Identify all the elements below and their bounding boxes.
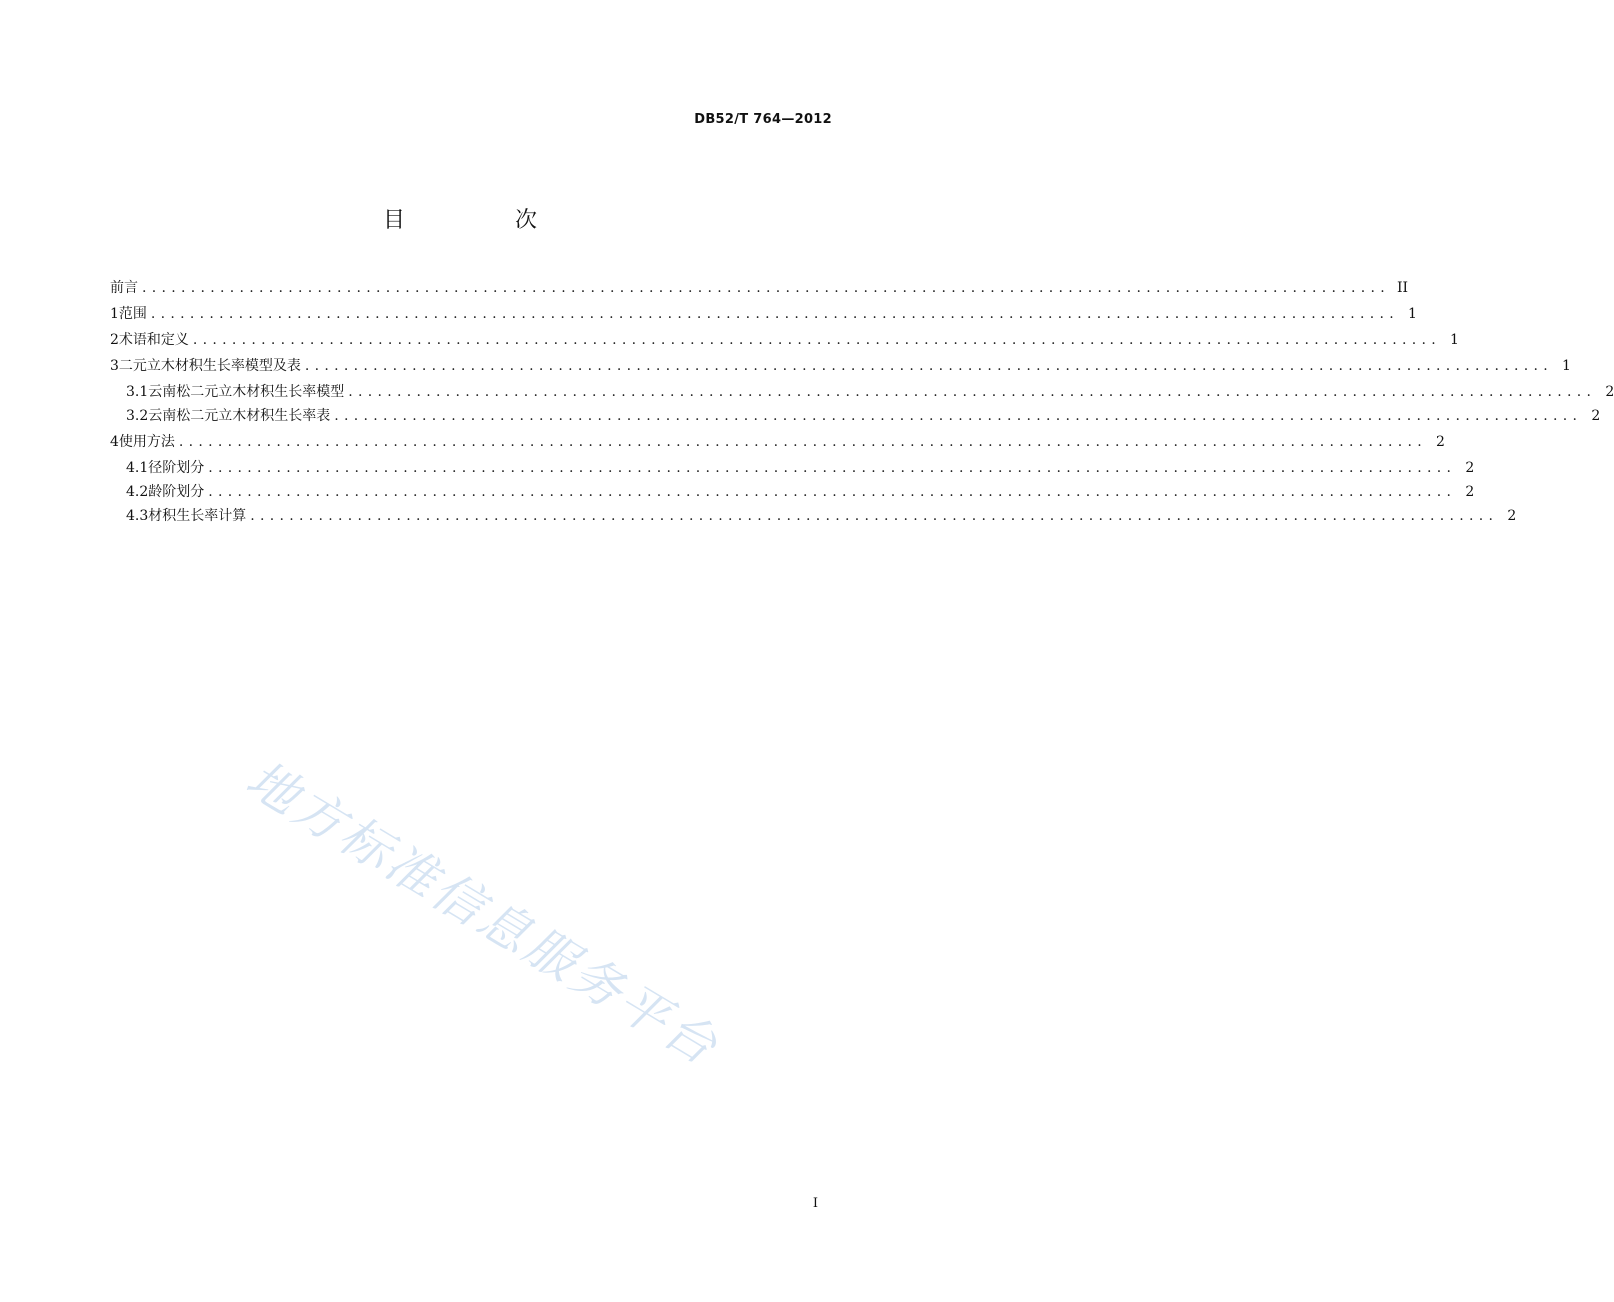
toc-entry-usage[interactable]	[110, 432, 1445, 458]
toc-leader-dots: ................................................................................................................................	[208, 484, 1457, 500]
toc-entry-page: 2	[1465, 460, 1475, 476]
toc-entry-number: 4	[110, 434, 119, 450]
toc-entry-number: 2	[110, 332, 119, 348]
toc-entry-number: 3	[110, 358, 119, 374]
toc-entry-usage-4-2[interactable]	[110, 482, 1475, 506]
toc-entry-terms[interactable]	[110, 330, 1459, 356]
page-number: I	[812, 1196, 818, 1211]
toc-entry-page: 1	[1562, 358, 1571, 374]
watermark: 地方标准信息服务平台	[236, 749, 730, 1078]
toc-entry-text: 材积生长率计算	[148, 508, 247, 524]
toc-entry-text: 龄阶划分	[148, 484, 205, 500]
toc-entry-text: 前言	[110, 280, 138, 296]
toc-title: 目 次	[382, 208, 581, 233]
toc-entry-page: 2	[1507, 508, 1517, 524]
toc-entry-foreword[interactable]	[110, 278, 1409, 304]
toc-entry-number: 1	[110, 306, 119, 322]
table-of-contents	[110, 278, 1614, 530]
toc-leader-dots: ................................................................................................................................	[334, 408, 1583, 424]
toc-entry-number: 4.2	[126, 484, 149, 500]
toc-leader-dots: ................................................................................................................................	[250, 508, 1499, 524]
document-code: DB52/T 764—2012	[694, 112, 832, 127]
toc-entry-scope[interactable]	[110, 304, 1417, 330]
toc-entry-page: 2	[1591, 408, 1601, 424]
toc-leader-dots: ................................................................................................................................	[178, 434, 1427, 450]
toc-entry-number: 4.3	[126, 508, 149, 524]
toc-leader-dots: ................................................................................................................................	[348, 384, 1597, 400]
toc-entry-table-3-2[interactable]	[110, 406, 1601, 432]
toc-leader-dots: ................................................................................................................................	[150, 306, 1399, 322]
toc-entry-text: 云南松二元立木材积生长率模型	[148, 384, 345, 400]
toc-entry-text: 范围	[118, 306, 147, 322]
toc-leader-dots: ................................................................................................................................	[192, 332, 1441, 348]
toc-leader-dots: ................................................................................................................................	[208, 460, 1457, 476]
toc-entry-page: 2	[1465, 484, 1475, 500]
toc-entry-model-3-1[interactable]	[110, 382, 1614, 406]
toc-entry-page: II	[1396, 280, 1409, 296]
toc-entry-text: 径阶划分	[148, 460, 205, 476]
toc-entry-models[interactable]	[110, 356, 1571, 382]
toc-entry-text: 云南松二元立木材积生长率表	[148, 408, 331, 424]
toc-leader-dots: ................................................................................................................................	[142, 280, 1391, 296]
toc-entry-page: 1	[1450, 332, 1459, 348]
toc-entry-page: 1	[1408, 306, 1417, 322]
toc-entry-number: 3.2	[126, 408, 149, 424]
toc-entry-text: 二元立木材积生长率模型及表	[118, 358, 301, 374]
toc-entry-page: 2	[1605, 384, 1614, 400]
toc-entry-number: 4.1	[126, 460, 149, 476]
toc-entry-usage-4-1[interactable]	[110, 458, 1475, 482]
toc-entry-usage-4-3[interactable]	[110, 506, 1517, 530]
toc-entry-number: 3.1	[126, 384, 149, 400]
toc-leader-dots: ................................................................................................................................	[304, 358, 1553, 374]
toc-entry-page: 2	[1436, 434, 1445, 450]
toc-entry-text: 术语和定义	[118, 332, 189, 348]
toc-entry-text: 使用方法	[118, 434, 175, 450]
